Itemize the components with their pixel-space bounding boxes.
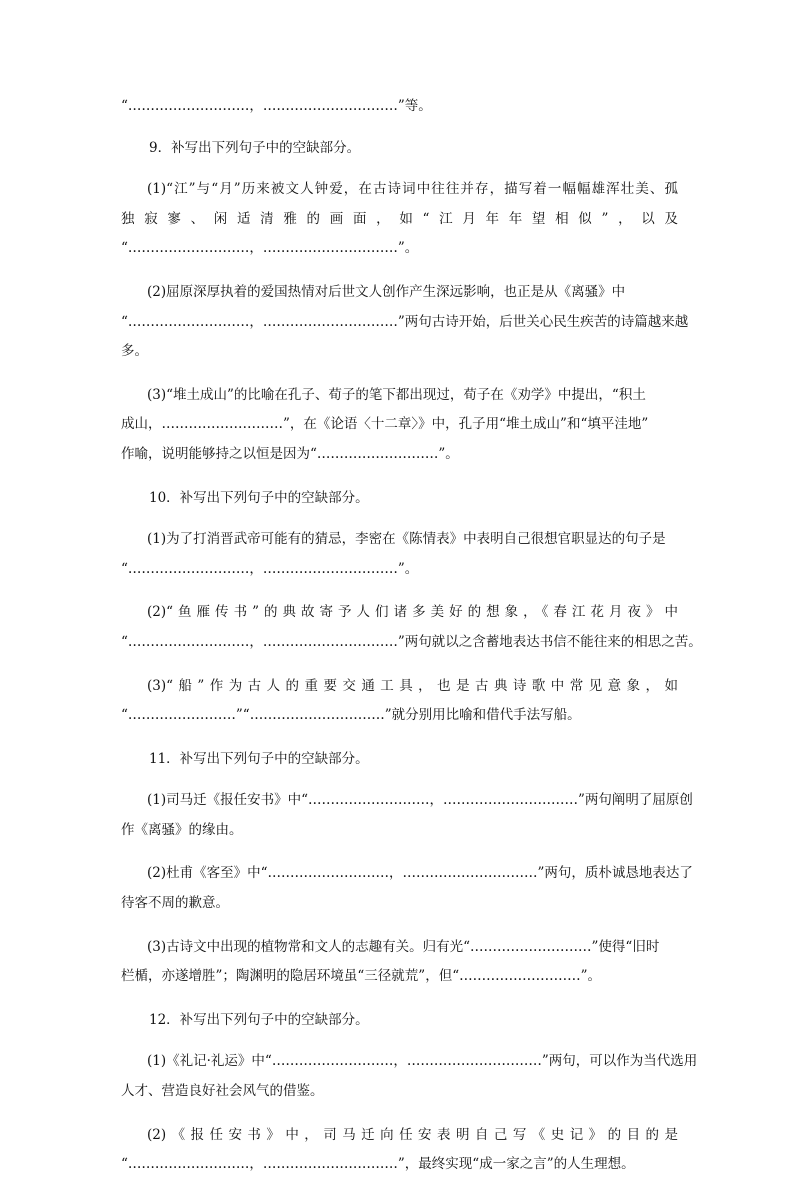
spacer	[121, 470, 678, 484]
text-line: 多。	[121, 343, 148, 360]
spacer	[121, 658, 678, 672]
text-line: 作《离骚》的缘由。	[121, 821, 243, 838]
text-line: (1)为了打消晋武帝可能有的猜忌，李密在《陈情表》中表明自己很想官职显达的句子是	[147, 531, 666, 548]
text-line: 人才、营造良好社会风气的借鉴。	[121, 1083, 324, 1100]
spacer	[121, 584, 678, 598]
text-line: (2)“鱼雁传书”的典故寄予人们诸多美好的想象，《春江花月夜》中	[147, 604, 678, 621]
text-line: (2)《报任安书》中，司马迁向任安表明自己写《史记》的目的是	[147, 1126, 678, 1143]
spacer	[121, 264, 678, 278]
spacer	[121, 513, 678, 525]
text-line: 10．补写出下列句子中的空缺部分。	[149, 489, 369, 506]
text-line: “……………………”“…………………………”就分别用比喻和借代手法写船。	[121, 707, 581, 724]
text-line: 12．补写出下列句子中的空缺部分。	[149, 1011, 369, 1028]
text-line: (3)“船”作为古人的重要交通工具，也是古典诗歌中常见意象，如	[147, 677, 678, 694]
text-line: “………………………，…………………………”等。	[121, 98, 432, 114]
text-line: (3)古诗文中出现的植物常和文人的志趣有关。归有光“………………………”使得“旧时	[147, 938, 660, 955]
spacer	[121, 845, 678, 859]
document-page	[121, 92, 702, 1180]
spacer	[121, 1107, 678, 1121]
text-line: (1)《礼记·礼运》中“………………………，…………………………”两句，可以作为当代选用	[147, 1053, 698, 1070]
text-line: 9．补写出下列句子中的空缺部分。	[149, 139, 361, 156]
text-line: 待客不周的歉意。	[121, 895, 229, 912]
spacer	[121, 367, 678, 381]
text-line: “………………………，…………………………”两句古诗开始，后世关心民生疾苦的诗篇越来越	[121, 313, 689, 330]
text-line: (1)“江”与“月”历来被文人钟爱，在古诗词中往往并存，描写着一幅幅雄浑壮美、孤	[147, 181, 678, 198]
spacer	[121, 992, 678, 1006]
text-line: “………………………，…………………………”。	[121, 560, 419, 577]
text-line: 成山，………………………”，在《论语〈十二章〉》中，孔子用“堆土成山”和“填平洼地”	[121, 416, 649, 433]
spacer	[121, 774, 678, 786]
text-line: “………………………，…………………………”两句就以之含蓄地表达书信不能往来的相思之苦。	[121, 633, 702, 650]
text-line: (1)司马迁《报任安书》中“………………………，…………………………”两句阐明了屈原创	[147, 792, 693, 809]
spacer	[121, 163, 678, 175]
text-line: 11．补写出下列句子中的空缺部分。	[149, 750, 369, 767]
text-line: “………………………，…………………………”。	[121, 240, 419, 257]
text-line: (3)“堆土成山”的比喻在孔子、荀子的笔下都出现过，荀子在《劝学》中提出，“积土	[147, 386, 646, 403]
text-line: (2)屈原深厚执着的爱国热情对后世文人创作产生深远影响，也正是从《离骚》中	[147, 283, 626, 300]
spacer	[121, 731, 678, 745]
spacer	[121, 919, 678, 933]
text-line: 独寂寥、闲适清雅的画面，如“江月年年望相似”，以及	[121, 210, 678, 227]
spacer	[121, 122, 678, 134]
spacer	[121, 1035, 678, 1047]
text-line: “………………………，…………………………”，最终实现“成一家之言”的人生理想。	[121, 1156, 635, 1173]
text-line: (2)杜甫《客至》中“………………………，…………………………”两句，质朴诚恳地表达了	[147, 865, 693, 882]
text-line: 作喻，说明能够持之以恒是因为“………………………”。	[121, 445, 459, 462]
text-line: 栏楯，亦遂增胜”；陶渊明的隐居环境虽“三径就荒”，但“………………………”。	[121, 968, 602, 985]
